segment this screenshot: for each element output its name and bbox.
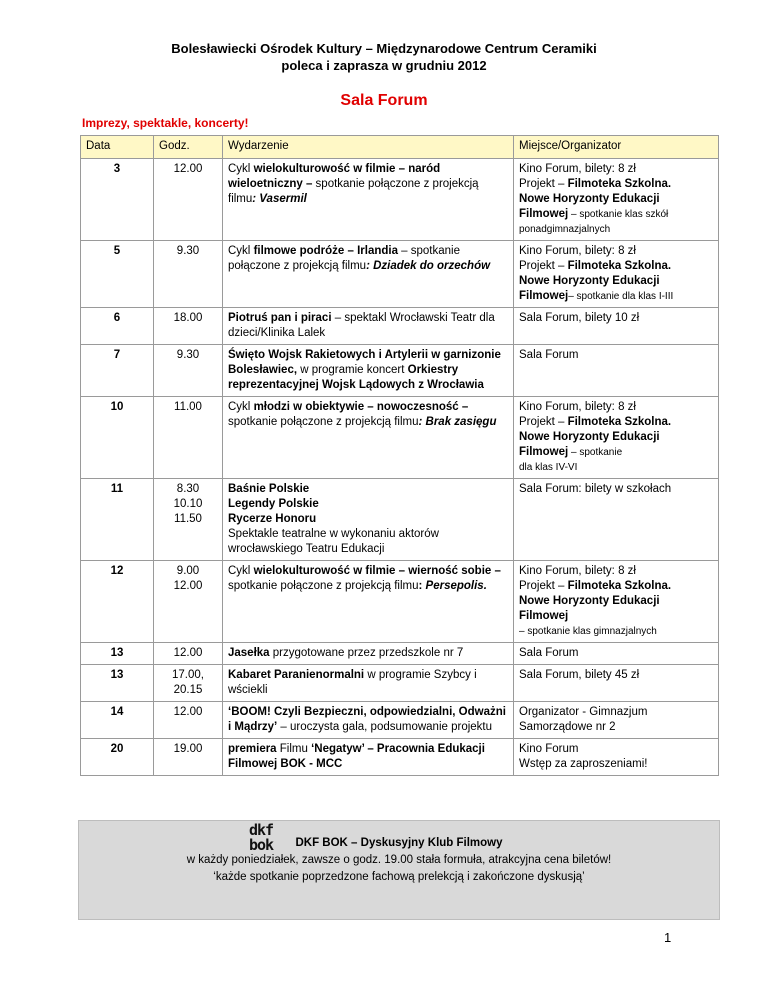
place-line — [519, 207, 713, 222]
document-header — [0, 40, 768, 74]
event-date: 7 — [81, 345, 154, 397]
event-description — [223, 479, 514, 561]
text-segment: – spotkanie dla klas I-III — [568, 291, 674, 302]
text-segment: Spektakle teatralne w wykonaniu aktorów wrocławskiego Teatru Edukacji — [228, 528, 439, 555]
header-line-1: Bolesławiecki Ośrodek Kultury – Międzynarodowe Centrum Ceramiki — [171, 41, 597, 56]
place-line — [519, 646, 713, 661]
event-date: 5 — [81, 241, 154, 308]
table-row — [81, 159, 719, 241]
time-value: 17.00, — [172, 669, 204, 681]
event-time — [154, 159, 223, 241]
header-date: Data — [81, 136, 154, 159]
text-segment: Piotruś pan i piraci — [228, 312, 332, 324]
table-header-row — [81, 136, 719, 159]
text-segment: Samorządowe nr 2 — [519, 721, 616, 733]
time-value: 11.50 — [174, 513, 202, 525]
text-segment: młodzi w obiektywie – nowoczesność – — [253, 401, 469, 413]
event-description — [223, 345, 514, 397]
text-segment: ponadgimnazjalnych — [519, 224, 611, 235]
header-event: Wydarzenie — [223, 136, 514, 159]
text-segment: Legendy Polskie — [228, 498, 319, 510]
time-value: 9.30 — [176, 245, 200, 257]
text-segment: – uroczysta gala, podsumowanie projektu — [277, 721, 493, 733]
place-line — [519, 460, 713, 475]
text-segment: Kino Forum, bilety: 8 zł — [519, 163, 636, 175]
place-line — [519, 742, 713, 757]
time-value: 20.15 — [173, 684, 203, 696]
place-line — [519, 720, 713, 735]
event-time — [154, 643, 223, 665]
text-segment: Nowe Horyzonty Edukacji — [519, 431, 660, 443]
event-time — [154, 561, 223, 643]
place-line — [519, 348, 713, 363]
event-place — [514, 561, 719, 643]
place-line — [519, 222, 713, 237]
place-line — [519, 482, 713, 497]
text-segment: filmowe podróże – Irlandia — [253, 245, 398, 257]
place-line — [519, 564, 713, 579]
text-segment: Kino Forum, bilety: 8 zł — [519, 565, 636, 577]
event-place — [514, 159, 719, 241]
text-segment: – spotkanie klas szkół — [568, 209, 669, 220]
event-date: 12 — [81, 561, 154, 643]
event-place — [514, 345, 719, 397]
event-place — [514, 665, 719, 702]
place-line — [519, 162, 713, 177]
dkf-line-1: w każdy poniedziałek, zawsze o godz. 19.00 stała formuła, atrakcyjna cena biletów! — [186, 854, 612, 866]
text-segment: Rycerze Honoru — [228, 513, 317, 525]
event-place — [514, 308, 719, 345]
event-description — [223, 241, 514, 308]
text-segment: Sala Forum — [519, 647, 579, 659]
text-segment: – spotkanie połączone z projekcją filmu — [228, 245, 460, 272]
event-time — [154, 308, 223, 345]
text-segment: Cykl — [228, 565, 254, 577]
text-segment: Projekt – — [519, 580, 568, 592]
event-date: 10 — [81, 397, 154, 479]
text-segment: : Vasermil — [252, 193, 307, 205]
table-row — [81, 397, 719, 479]
text-segment: Cykl — [228, 401, 254, 413]
table-row — [81, 739, 719, 776]
table-row — [81, 665, 719, 702]
text-segment: Orkiestry reprezentacyjnej Wojsk Lądowych z Wrocławia — [228, 364, 484, 391]
event-date: 3 — [81, 159, 154, 241]
table-row — [81, 643, 719, 665]
events-body — [81, 159, 719, 776]
text-segment: – spektakl Wrocławski Teatr dla dzieci/Klinika Lalek — [228, 312, 495, 339]
event-place — [514, 739, 719, 776]
dkf-logo-line-1: dkf — [249, 821, 274, 839]
text-segment: Filmowej — [519, 290, 569, 302]
event-description — [223, 643, 514, 665]
event-description — [223, 308, 514, 345]
event-date: 20 — [81, 739, 154, 776]
text-segment: Projekt – — [519, 178, 568, 190]
place-line — [519, 244, 713, 259]
dkf-line-2: ‘każde spotkanie poprzedzone fachową prelekcją i zakończone dyskusją’ — [213, 871, 585, 883]
time-value: 11.00 — [174, 401, 202, 413]
event-time — [154, 479, 223, 561]
text-segment: Jasełka — [228, 647, 270, 659]
page-number: 1 — [664, 930, 672, 945]
text-segment: Filmoteka Szkolna. — [567, 178, 672, 190]
text-segment: : Brak zasięgu — [418, 416, 497, 428]
event-date: 13 — [81, 643, 154, 665]
place-line — [519, 579, 713, 594]
time-value: 9.00 — [176, 565, 200, 577]
place-line — [519, 400, 713, 415]
place-line — [519, 177, 713, 192]
text-segment: Nowe Horyzonty Edukacji — [519, 193, 660, 205]
time-value: 9.30 — [176, 349, 200, 361]
place-line — [519, 274, 713, 289]
text-segment: spotkanie połączone z projekcją filmu — [228, 580, 419, 592]
text-segment: Persepolis. — [422, 580, 487, 592]
event-description — [223, 159, 514, 241]
text-segment: Wstęp za zaproszeniami! — [519, 758, 648, 770]
event-line — [228, 497, 508, 512]
place-line — [519, 311, 713, 326]
place-line — [519, 609, 713, 624]
text-segment: Filmoteka Szkolna. — [567, 260, 672, 272]
text-segment: – spotkanie — [568, 447, 623, 458]
event-time — [154, 241, 223, 308]
event-description — [223, 702, 514, 739]
event-time — [154, 739, 223, 776]
text-segment: Filmowej — [519, 446, 569, 458]
event-time — [154, 345, 223, 397]
event-place — [514, 397, 719, 479]
event-date: 13 — [81, 665, 154, 702]
time-value: 12.00 — [173, 580, 203, 592]
text-segment: Filmowej — [519, 208, 569, 220]
text-segment: Sala Forum: bilety w szkołach — [519, 483, 672, 495]
text-segment: Sala Forum, bilety 45 zł — [519, 669, 640, 681]
header-place: Miejsce/Organizator — [514, 136, 719, 159]
text-segment: Sala Forum — [519, 349, 579, 361]
text-segment: : — [418, 580, 423, 592]
text-segment: Kabaret Paranienormalni — [228, 669, 365, 681]
event-line — [228, 512, 508, 527]
header-line-2: poleca i zaprasza w grudniu 2012 — [281, 58, 487, 73]
text-segment: Sala Forum, bilety 10 zł — [519, 312, 640, 324]
text-segment: Nowe Horyzonty Edukacji — [519, 595, 660, 607]
dkf-info-box — [78, 820, 720, 920]
place-line — [519, 757, 713, 772]
text-segment: Nowe Horyzonty Edukacji — [519, 275, 660, 287]
table-row — [81, 479, 719, 561]
text-segment: Filmu — [279, 743, 312, 755]
event-place — [514, 479, 719, 561]
section-subtitle: Imprezy, spektakle, koncerty! — [82, 116, 249, 130]
text-segment: przygotowane przez przedszkole nr 7 — [269, 647, 464, 659]
text-segment: Filmowej — [519, 610, 569, 622]
event-description — [223, 397, 514, 479]
events-table — [80, 135, 719, 776]
event-line — [228, 482, 508, 497]
time-value: 18.00 — [173, 312, 203, 324]
text-segment: Projekt – — [519, 260, 568, 272]
text-segment: w programie koncert — [297, 364, 408, 376]
text-segment: wielokulturowość w filmie – wierność sobie – — [253, 565, 501, 577]
table-row — [81, 345, 719, 397]
event-description — [223, 739, 514, 776]
text-segment: Święto Wojsk Rakietowych i Artylerii w garnizonie Bolesławiec, — [228, 349, 501, 376]
text-segment: dla klas IV-VI — [519, 462, 578, 473]
table-row — [81, 241, 719, 308]
event-description — [223, 665, 514, 702]
time-value: 12.00 — [173, 647, 203, 659]
place-line — [519, 192, 713, 207]
text-segment: ‘Negatyw’ – Pracownia Edukacji Filmowej BOK - MCC — [228, 743, 485, 770]
time-value: 8.30 — [176, 483, 200, 495]
event-time — [154, 702, 223, 739]
text-segment: : Dziadek do orzechów — [366, 260, 491, 272]
text-segment: Filmoteka Szkolna. — [567, 580, 672, 592]
event-place — [514, 702, 719, 739]
time-value: 10.10 — [173, 498, 203, 510]
event-time — [154, 397, 223, 479]
place-line — [519, 624, 713, 639]
text-segment: – spotkanie klas gimnazjalnych — [519, 626, 657, 637]
time-value: 19.00 — [173, 743, 203, 755]
event-line — [228, 527, 508, 557]
time-value: 12.00 — [173, 163, 203, 175]
dkf-logo-line-2: bok — [249, 836, 274, 854]
text-segment: Kino Forum, bilety: 8 zł — [519, 245, 636, 257]
text-segment: w programie Szybcy i wściekli — [228, 669, 477, 696]
place-line — [519, 415, 713, 430]
event-description — [223, 561, 514, 643]
dkf-title: DKF BOK – Dyskusyjny Klub Filmowy — [295, 837, 503, 849]
text-segment: spotkanie połączone z projekcją filmu — [228, 416, 419, 428]
place-line — [519, 668, 713, 683]
event-place — [514, 643, 719, 665]
time-value: 12.00 — [173, 706, 203, 718]
text-segment: Projekt – — [519, 416, 568, 428]
place-line — [519, 430, 713, 445]
place-line — [519, 445, 713, 460]
event-place — [514, 241, 719, 308]
text-segment: spotkanie połączone z projekcją filmu — [228, 178, 479, 205]
text-segment: Baśnie Polskie — [228, 483, 310, 495]
header-time: Godz. — [154, 136, 223, 159]
text-segment: Cykl — [228, 245, 254, 257]
event-date: 14 — [81, 702, 154, 739]
text-segment: Kino Forum, bilety: 8 zł — [519, 401, 636, 413]
text-segment: premiera — [228, 743, 280, 755]
event-date: 6 — [81, 308, 154, 345]
event-date: 11 — [81, 479, 154, 561]
section-title: Sala Forum — [340, 92, 428, 109]
text-segment: Filmoteka Szkolna. — [567, 416, 672, 428]
event-time — [154, 665, 223, 702]
table-row — [81, 702, 719, 739]
place-line — [519, 289, 713, 304]
text-segment: Organizator - Gimnazjum — [519, 706, 648, 718]
text-segment: Kino Forum — [519, 743, 579, 755]
table-row — [81, 561, 719, 643]
text-segment: ‘BOOM! Czyli Bezpieczni, odpowiedzialni, Odważni i Mądrzy’ — [228, 706, 506, 733]
place-line — [519, 594, 713, 609]
text-segment: Cykl — [228, 163, 254, 175]
text-segment: wielokulturowość w filmie – naród wieloetniczny – — [228, 163, 441, 190]
place-line — [519, 259, 713, 274]
table-row — [81, 308, 719, 345]
place-line — [519, 705, 713, 720]
